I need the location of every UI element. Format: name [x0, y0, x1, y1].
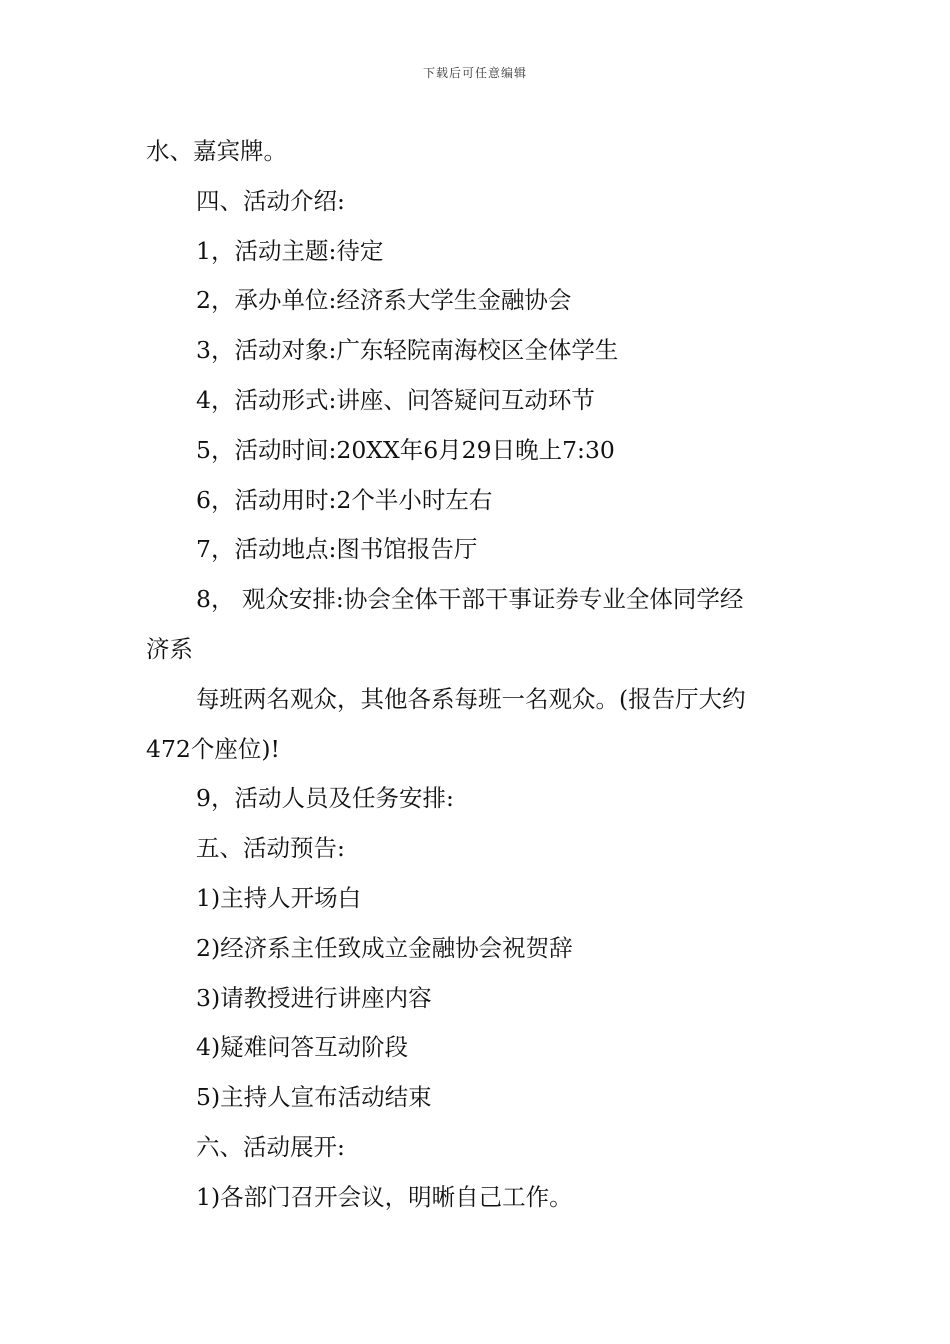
- text-line: 472个座位)!: [146, 734, 280, 763]
- list-item: 4)疑难问答互动阶段: [196, 1033, 409, 1062]
- text-line: 济系: [146, 634, 193, 663]
- list-item: 4，活动形式:讲座、问答疑问互动环节: [196, 385, 595, 414]
- list-item: 5)主持人宣布活动结束: [196, 1083, 432, 1112]
- list-item: 7，活动地点:图书馆报告厅: [196, 535, 478, 564]
- document-body: [146, 127, 818, 1223]
- list-item: 1，活动主题:待定: [196, 236, 384, 265]
- list-item: 2)经济系主任致成立金融协会祝贺辞: [196, 933, 573, 962]
- section-heading: 六、活动展开:: [196, 1132, 345, 1161]
- text-line: 水、嘉宾牌。: [146, 137, 287, 165]
- list-item: 2，承办单位:经济系大学生金融协会: [196, 286, 572, 315]
- list-item: 3)请教授进行讲座内容: [196, 983, 432, 1012]
- list-item: 9，活动人员及任务安排:: [196, 784, 454, 813]
- list-item: 1)主持人开场白: [196, 883, 362, 912]
- page-header: 下载后可任意编辑: [422, 66, 527, 80]
- section-heading: 四、活动介绍:: [196, 186, 345, 215]
- text-line: 每班两名观众，其他各系每班一名观众。(报告厅大约: [196, 684, 746, 713]
- list-item: 1)各部门召开会议，明晰自己工作。: [196, 1182, 573, 1211]
- list-item: 6，活动用时:2个半小时左右: [196, 485, 493, 514]
- section-heading: 五、活动预告:: [196, 834, 345, 863]
- list-item: 3，活动对象:广东轻院南海校区全体学生: [196, 336, 619, 365]
- list-item: 8， 观众安排:协会全体干部干事证券专业全体同学经: [196, 585, 744, 614]
- list-item: 5，活动时间:20XX年6月29日晚上7:30: [196, 435, 615, 464]
